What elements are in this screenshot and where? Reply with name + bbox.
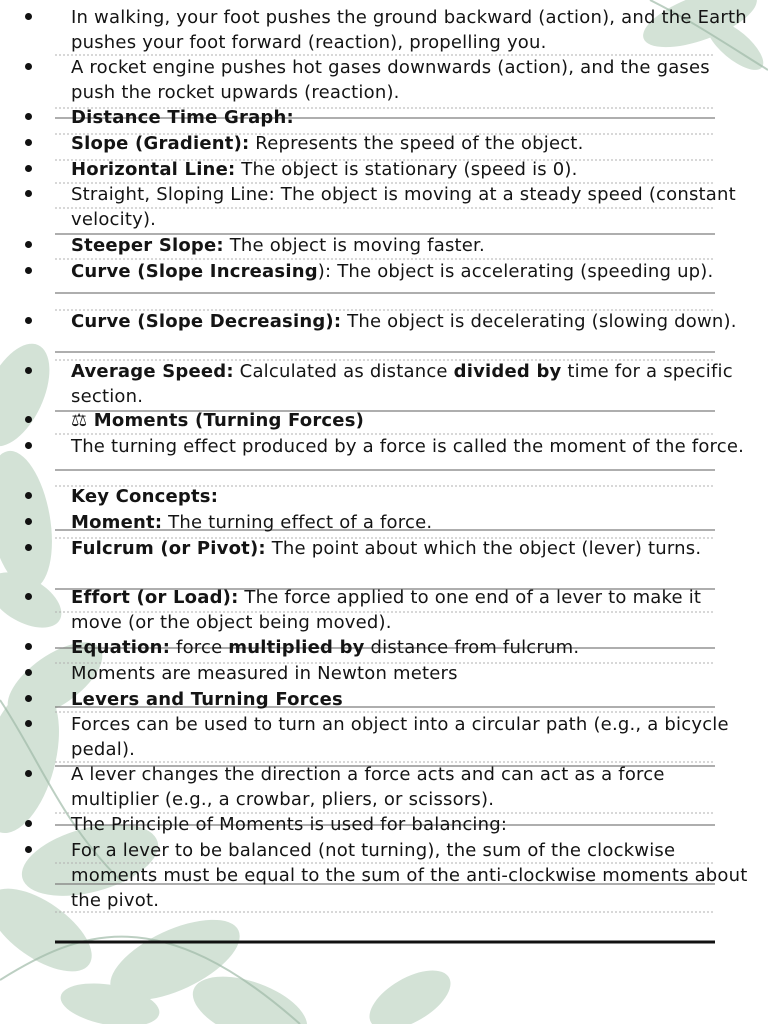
item-text: Curve (Slope Decreasing): The object is decelerating (slowing down). — [71, 311, 737, 332]
item-text: Moment: The turning effect of a force. — [71, 512, 433, 533]
item-text: ⚖ Moments (Turning Forces) — [71, 410, 365, 431]
bullet-icon — [25, 139, 32, 146]
item-text: Moments are measured in Newton meters — [71, 663, 458, 684]
bullet-icon — [25, 63, 32, 70]
bullet-icon — [25, 492, 32, 499]
bullet-icon — [25, 165, 32, 172]
item-text: A lever changes the direction a force acts and can act as a force multiplier (e.g., a crowbar, pliers, or scissors). — [71, 764, 665, 810]
bullet-icon — [25, 113, 32, 120]
bullet-icon — [25, 241, 32, 248]
item-text: Average Speed: Calculated as distance divided by time for a specific section. — [71, 361, 733, 407]
item-text: Equation: force multiplied by distance from fulcrum. — [71, 637, 580, 658]
bullet-icon — [25, 317, 32, 324]
bullet-icon — [25, 267, 32, 274]
item-text: The turning effect produced by a force is called the moment of the force. — [71, 436, 745, 457]
bullet-icon — [25, 13, 32, 20]
bullet-icon — [25, 593, 32, 600]
item-text: A rocket engine pushes hot gases downwards (action), and the gases push the rocket upwards (reaction). — [71, 57, 710, 103]
item-text: Forces can be used to turn an object into a circular path (e.g., a bicycle pedal). — [71, 714, 729, 760]
bullet-icon — [25, 770, 32, 777]
item-text: Horizontal Line: The object is stationary (speed is 0). — [71, 159, 578, 180]
item-text: Levers and Turning Forces — [71, 689, 343, 710]
bullet-icon — [25, 643, 32, 650]
bullet-icon — [25, 544, 32, 551]
bullet-icon — [25, 669, 32, 676]
item-text: Fulcrum (or Pivot): The point about which the object (lever) turns. — [71, 538, 702, 559]
bullet-icon — [25, 190, 32, 197]
item-text: Key Concepts: — [71, 486, 219, 507]
item-text: In walking, your foot pushes the ground backward (action), and the Earth pushes your foot forward (reaction), propelling you. — [71, 7, 747, 53]
bullet-icon — [25, 846, 32, 853]
bullet-icon — [25, 416, 32, 423]
bullet-icon — [25, 820, 32, 827]
item-text: Slope (Gradient): Represents the speed of the object. — [71, 133, 584, 154]
bullet-icon — [25, 442, 32, 449]
item-text: Straight, Sloping Line: The object is moving at a steady speed (constant velocity). — [71, 184, 736, 230]
item-text: Curve (Slope Increasing): The object is accelerating (speeding up). — [71, 261, 714, 282]
bullet-icon — [25, 518, 32, 525]
bullet-icon — [25, 367, 32, 374]
item-text: For a lever to be balanced (not turning), the sum of the clockwise moments must be equal to the sum of the anti-clockwise moments about the pivot. — [71, 840, 748, 911]
item-text: Distance Time Graph: — [71, 107, 294, 128]
item-text: The Principle of Moments is used for balancing: — [71, 814, 508, 835]
bullet-icon — [25, 695, 32, 702]
item-text: Effort (or Load): The force applied to one end of a lever to make it move (or the object being moved). — [71, 587, 702, 633]
bullet-icon — [25, 720, 32, 727]
item-text: Steeper Slope: The object is moving faster. — [71, 235, 485, 256]
